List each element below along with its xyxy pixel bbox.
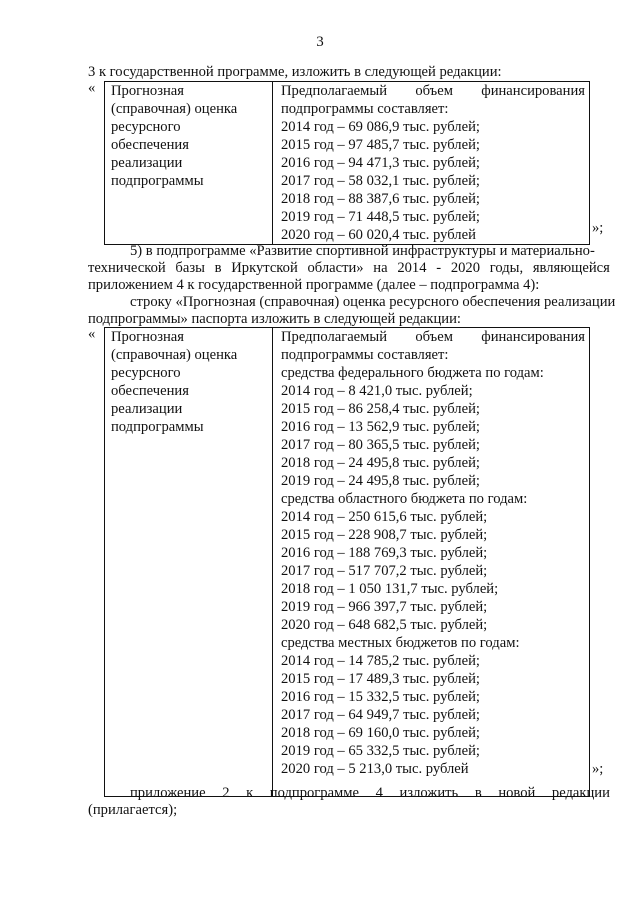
open-quote: « — [88, 80, 96, 96]
word: в — [474, 785, 482, 801]
word: объем — [415, 83, 453, 99]
cell-line-justified — [281, 328, 589, 346]
para-row-line2: подпрограммы» паспорта изложить в следующей редакции: — [88, 311, 461, 327]
para-appendix-line2: (прилагается); — [88, 802, 178, 818]
cell-line: подпрограммы — [111, 173, 204, 189]
table-2-left-cell — [105, 328, 273, 796]
word: на — [373, 260, 388, 276]
para5-line3: приложением 4 к государственной программе (далее – подпрограмма 4): — [88, 277, 540, 293]
cell-line: 2020 год – 5 213,0 тыс. рублей — [281, 761, 469, 777]
cell-line: реализации — [111, 155, 183, 171]
cell-line: 2017 год – 58 032,1 тыс. рублей; — [281, 173, 480, 189]
cell-line: средства областного бюджета по годам: — [281, 491, 528, 507]
word: финансирования — [481, 83, 585, 99]
table-1-left-cell — [105, 82, 273, 244]
table-1-right-cell — [273, 82, 589, 244]
cell-line: 2019 год – 966 397,7 тыс. рублей; — [281, 599, 488, 615]
para5-line1: 5) в подпрограмме «Развитие спортивной инфраструктуры и материально- — [130, 243, 595, 259]
word: 2014 — [397, 260, 427, 276]
cell-line: средства федерального бюджета по годам: — [281, 365, 544, 381]
cell-line: 2019 год – 65 332,5 тыс. рублей; — [281, 743, 480, 759]
cell-line: 2015 год – 17 489,3 тыс. рублей; — [281, 671, 480, 687]
cell-line: 2017 год – 517 707,2 тыс. рублей; — [281, 563, 488, 579]
cell-line: 2019 год – 71 448,5 тыс. рублей; — [281, 209, 480, 225]
table-2 — [104, 327, 590, 797]
word: объем — [415, 329, 453, 345]
cell-line: 2018 год – 24 495,8 тыс. рублей; — [281, 455, 480, 471]
cell-line: 2018 год – 69 160,0 тыс. рублей; — [281, 725, 480, 741]
cell-line: 2014 год – 69 086,9 тыс. рублей; — [281, 119, 480, 135]
word: базы — [175, 260, 205, 276]
cell-line: ресурсного — [111, 365, 181, 381]
word: финансирования — [481, 329, 585, 345]
cell-line: 2014 год – 8 421,0 тыс. рублей; — [281, 383, 473, 399]
cell-line: 2016 год – 94 471,3 тыс. рублей; — [281, 155, 480, 171]
cell-line: 2017 год – 64 949,7 тыс. рублей; — [281, 707, 480, 723]
cell-line: Прогнозная — [111, 83, 184, 99]
cell-line: 2014 год – 250 615,6 тыс. рублей; — [281, 509, 488, 525]
word: Иркутской — [231, 260, 298, 276]
cell-line: 2020 год – 648 682,5 тыс. рублей; — [281, 617, 488, 633]
cell-line: 2018 год – 1 050 131,7 тыс. рублей; — [281, 581, 499, 597]
close-quote: »; — [592, 761, 604, 777]
cell-line: 2019 год – 24 495,8 тыс. рублей; — [281, 473, 480, 489]
cell-line: обеспечения — [111, 137, 189, 153]
cell-line: 2016 год – 15 332,5 тыс. рублей; — [281, 689, 480, 705]
word: приложение — [130, 785, 206, 801]
word: Предполагаемый — [281, 83, 388, 99]
cell-line: подпрограммы составляет: — [281, 101, 449, 117]
word: 2 — [222, 785, 230, 801]
word: подпрограмме — [269, 785, 360, 801]
cell-line: 2018 год – 88 387,6 тыс. рублей; — [281, 191, 480, 207]
word: в — [214, 260, 222, 276]
cell-line: 2016 год – 13 562,9 тыс. рублей; — [281, 419, 480, 435]
cell-line: подпрограммы — [111, 419, 204, 435]
cell-line: реализации — [111, 401, 183, 417]
word: к — [246, 785, 254, 801]
cell-line: обеспечения — [111, 383, 189, 399]
cell-line: 2017 год – 80 365,5 тыс. рублей; — [281, 437, 480, 453]
word: годы, — [489, 260, 524, 276]
cell-line-justified — [281, 82, 589, 100]
para-row-line1: строку «Прогнозная (справочная) оценка ресурсного обеспечения реализации — [130, 294, 616, 310]
word: редакции — [551, 785, 610, 801]
cell-line: 2015 год – 86 258,4 тыс. рублей; — [281, 401, 480, 417]
word: 4 — [375, 785, 383, 801]
page-number: 3 — [316, 34, 324, 50]
word: - — [436, 260, 442, 276]
word: являющейся — [532, 260, 610, 276]
cell-line: 2016 год – 188 769,3 тыс. рублей; — [281, 545, 488, 561]
intro-line: 3 к государственной программе, изложить в следующей редакции: — [88, 64, 502, 80]
para5-line2 — [88, 260, 610, 277]
word: Предполагаемый — [281, 329, 388, 345]
cell-line: 2020 год – 60 020,4 тыс. рублей — [281, 227, 476, 243]
cell-line: средства местных бюджетов по годам: — [281, 635, 520, 651]
word: новой — [498, 785, 536, 801]
table-2-right-cell — [273, 328, 589, 796]
cell-line: 2014 год – 14 785,2 тыс. рублей; — [281, 653, 480, 669]
cell-line: 2015 год – 228 908,7 тыс. рублей; — [281, 527, 488, 543]
table-1 — [104, 81, 590, 245]
cell-line: Прогнозная — [111, 329, 184, 345]
cell-line: (справочная) оценка — [111, 101, 238, 117]
word: изложить — [399, 785, 459, 801]
cell-line: ресурсного — [111, 119, 181, 135]
word: технической — [88, 260, 166, 276]
cell-line: 2015 год – 97 485,7 тыс. рублей; — [281, 137, 480, 153]
cell-line: (справочная) оценка — [111, 347, 238, 363]
open-quote: « — [88, 326, 96, 342]
word: области» — [307, 260, 364, 276]
close-quote: »; — [592, 220, 604, 236]
word: 2020 — [450, 260, 480, 276]
cell-line: подпрограммы составляет: — [281, 347, 449, 363]
para-appendix-line1 — [130, 785, 610, 802]
